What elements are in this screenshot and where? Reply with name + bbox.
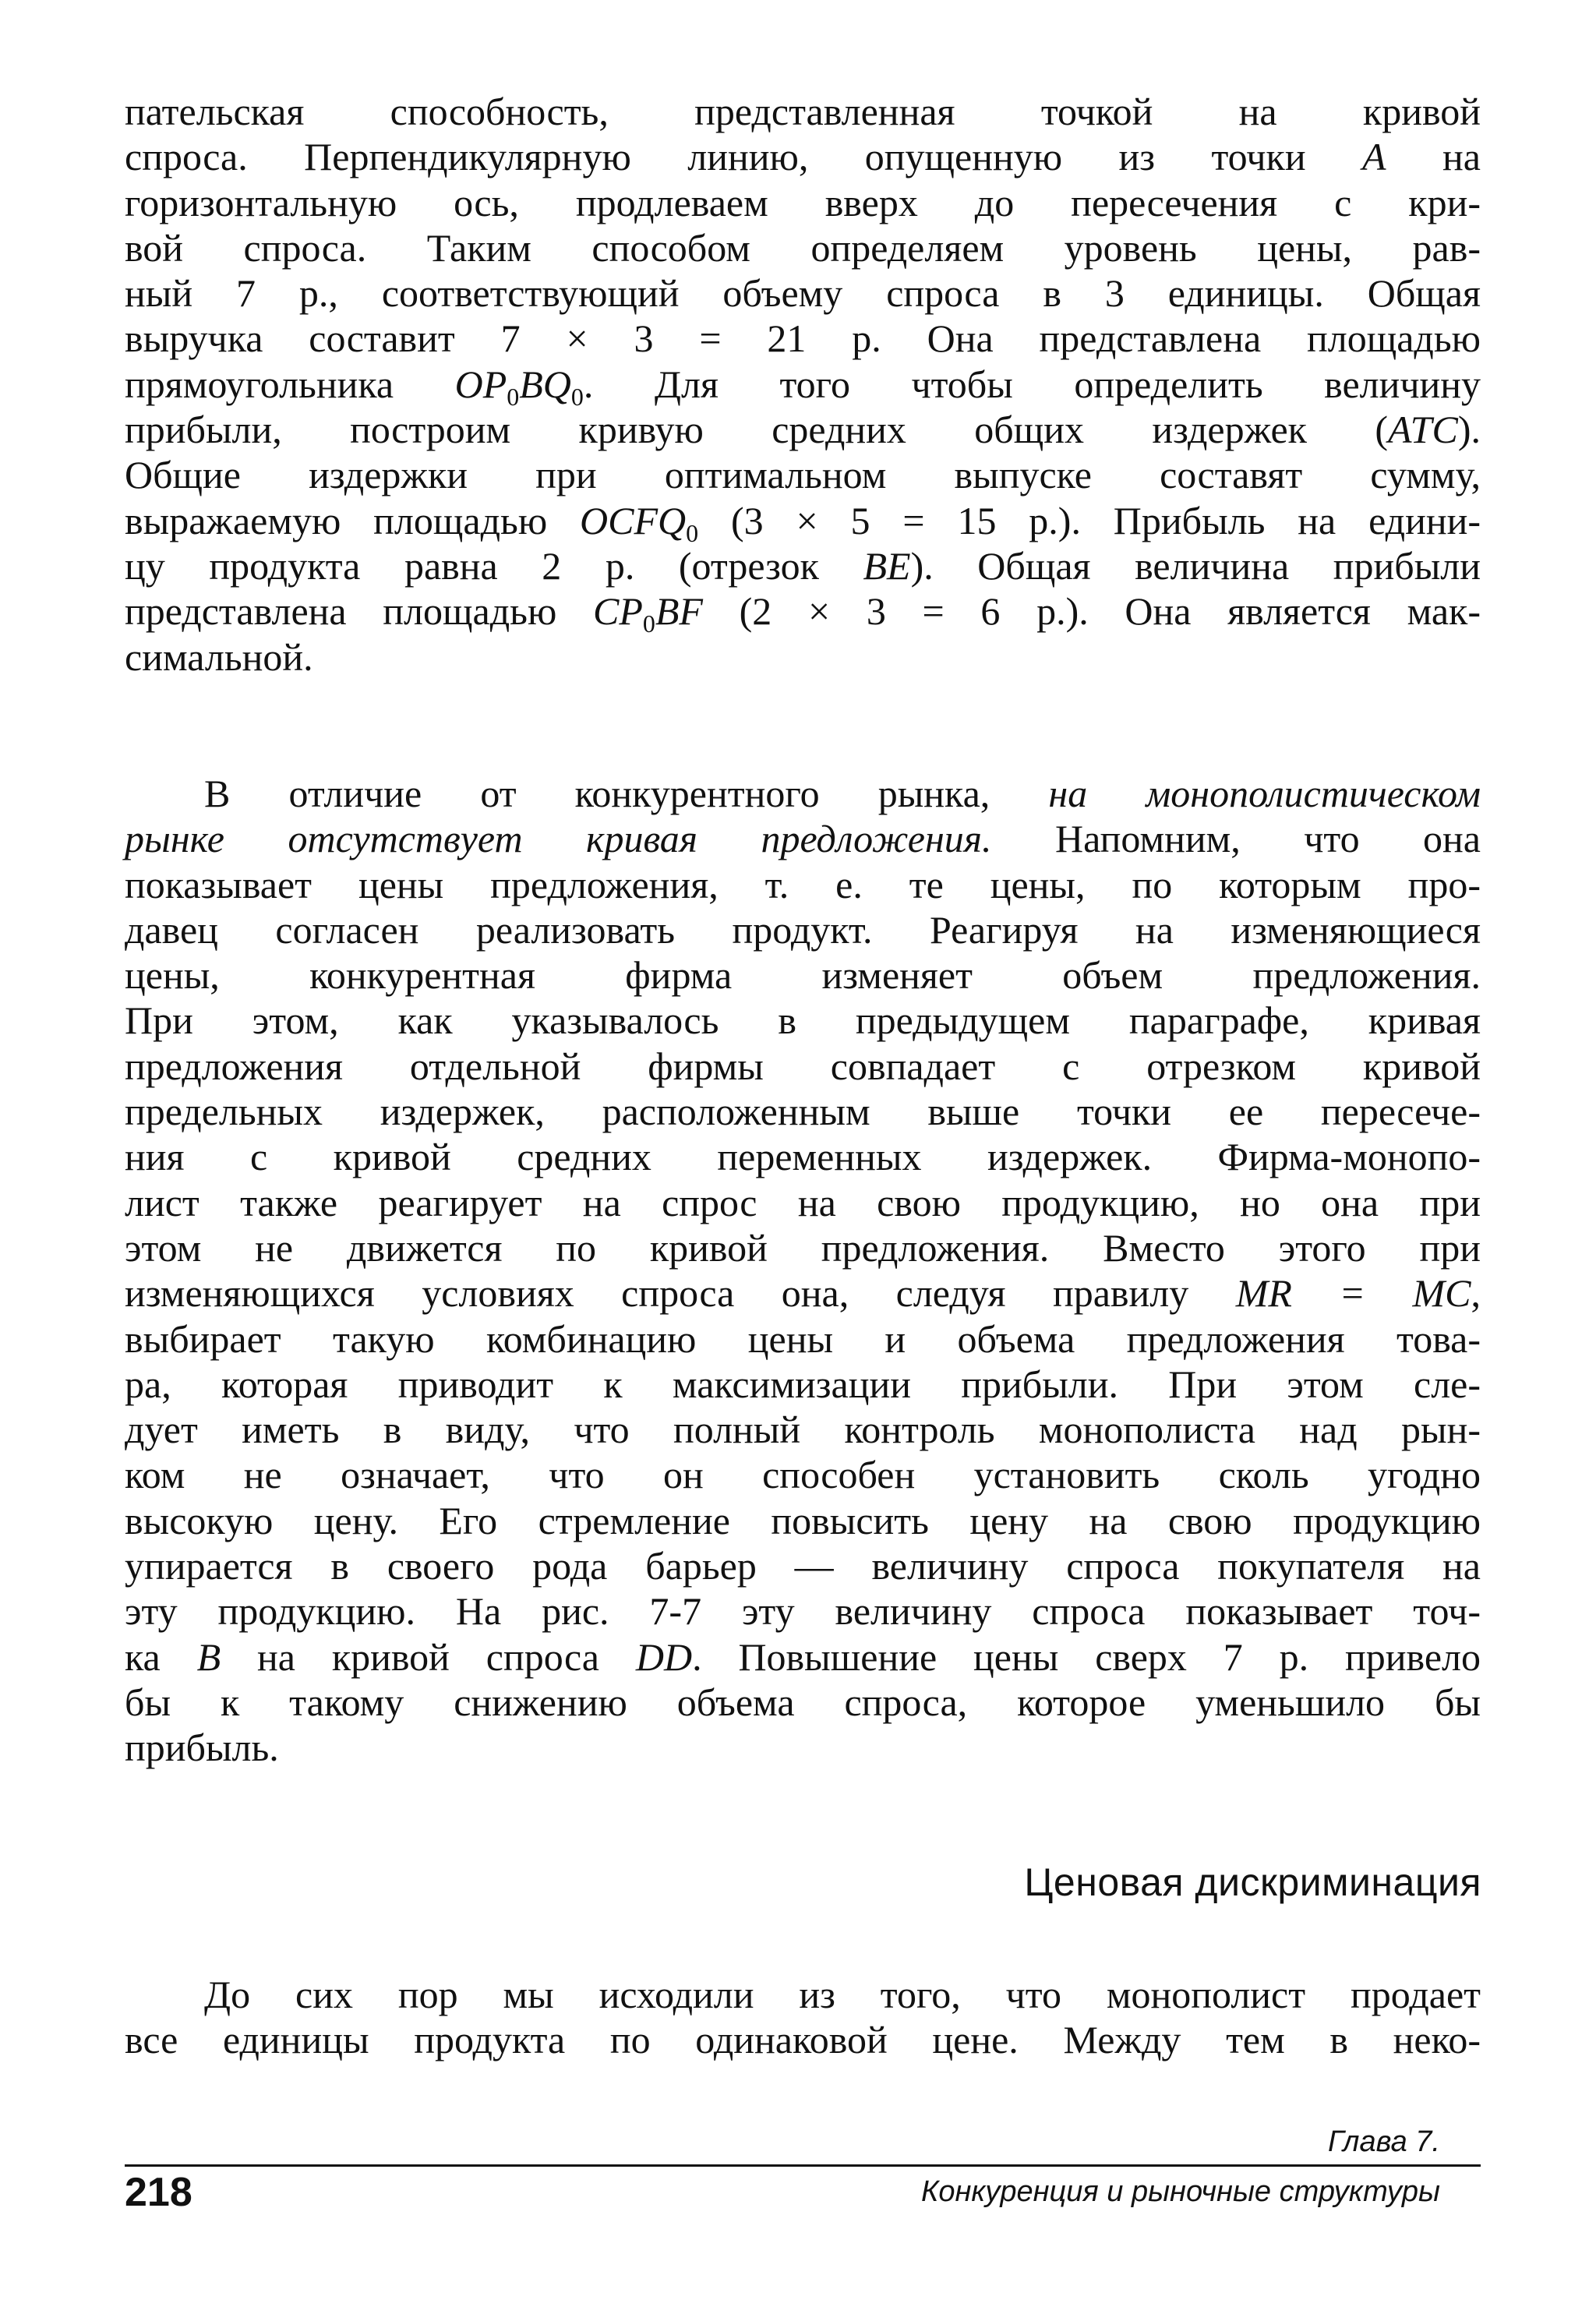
text-line: бы к такому снижению объема спроса, которое уменьшило бы [125, 1680, 1481, 1724]
point-b-label: B [196, 1634, 221, 1679]
text-line: прямоугольника $OP_0BQ_0$. Для того чтобы определить величину [125, 362, 1481, 411]
text-line: изменяющихся условиях спроса она, следуя правилу MR = MC, [125, 1271, 1481, 1316]
paragraph-1 [125, 89, 1481, 680]
subscript: 0 [642, 609, 655, 638]
page-number: 218 [125, 2170, 192, 2215]
math-rule: MR = MC [1235, 1271, 1471, 1316]
text-line: выручка составит 7 × 3 = 21 р. Она представлена площадью [125, 316, 1481, 361]
text-line: До сих пор мы исходили из того, что монополист продает [204, 1973, 1481, 2016]
text-line: все единицы продукта по одинаковой цене. Между тем в неко- [125, 2018, 1481, 2062]
math-bf: BF [655, 589, 703, 634]
text-line: лист также реагирует на спрос на свою продукцию, но она при [125, 1180, 1481, 1224]
text-line: предложения отдельной фирмы совпадает с отрезком кривой [125, 1044, 1481, 1088]
text-line: давец согласен реализовать продукт. Реагируя на изменяющиеся [125, 907, 1481, 952]
subscript: 0 [686, 518, 699, 547]
curve-dd-label: DD [635, 1634, 693, 1679]
text-line: цены, конкурентная фирма изменяет объем предложения. [125, 953, 1481, 998]
footer-rule [125, 2164, 1481, 2167]
text-line: представлена площадью $CP_0BF$ (2 × 3 = 6 р.). Она является мак- [125, 589, 1481, 638]
subscript: 0 [507, 382, 520, 411]
text-line: этом не движется по кривой предложения. Вместо этого при [125, 1225, 1481, 1270]
text-line: В отличие от конкурентного рынка, на монополистическом [204, 772, 1481, 815]
running-title: Конкуренция и рыночные структуры [920, 2175, 1440, 2208]
math-be: BE [863, 543, 911, 588]
page-footer [125, 2124, 1481, 2217]
text-line: эту продукцию. На рис. 7-7 эту величину спроса показывает точ- [125, 1589, 1481, 1634]
math-op: OP [454, 362, 507, 406]
math-cp: CP [592, 589, 643, 634]
math-bq: BQ [519, 362, 571, 406]
text-line: спроса. Перпендикулярную линию, опущенную из точки A на [125, 135, 1481, 179]
text-line: упирается в своего рода барьер — величину спроса покупателя на [125, 1544, 1481, 1588]
text-line: ком не означает, что он способен установить сколь угодно [125, 1453, 1481, 1497]
subscript: 0 [570, 382, 584, 411]
point-a-label: A [1362, 135, 1386, 179]
text-line: вой спроса. Таким способом определяем уровень цены, рав- [125, 225, 1481, 270]
text-line: ка B на кривой спроса DD. Повышение цены сверх 7 р. привело [125, 1634, 1481, 1679]
text-line: рынке отсутствует кривая предложения. Напомним, что она [125, 817, 1481, 861]
math-ocfq: OCFQ [580, 498, 687, 542]
text-line: предельных издержек, расположенным выше точки ее пересече- [125, 1090, 1481, 1134]
text-line: выражаемую площадью $OCFQ_0$ (3 × 5 = 15 р.). Прибыль на едини- [125, 498, 1481, 547]
section-heading: Ценовая дискриминация [1024, 1860, 1481, 1904]
text-line: дует иметь в виду, что полный контроль монополиста над рын- [125, 1408, 1481, 1452]
paragraph-3 [125, 1972, 1481, 2063]
text-line: пательская способность, представленная точкой на кривой [125, 90, 1481, 133]
math-atc: ATC [1388, 408, 1458, 452]
text-line: ния с кривой средних переменных издержек. Фирма-монопо- [125, 1135, 1481, 1179]
emphasis-text: рынке отсутствует кривая предложения. [125, 817, 992, 861]
text-line: прибыль. [125, 1726, 279, 1770]
text-line: показывает цены предложения, т. е. те цены, по которым про- [125, 862, 1481, 906]
text-line: горизонтальную ось, продлеваем вверх до пересечения с кри- [125, 180, 1481, 224]
text-line: выбирает такую комбинацию цены и объема предложения това- [125, 1316, 1481, 1361]
text-line: цу продукта равна 2 р. (отрезок BE). Общая величина прибыли [125, 543, 1481, 588]
text-line: При этом, как указывалось в предыдущем параграфе, кривая [125, 998, 1481, 1043]
text-line: ра, которая приводит к максимизации прибыли. При этом сле- [125, 1362, 1481, 1406]
text-line: симальной. [125, 634, 313, 679]
emphasis-text: на монополистическом [1048, 772, 1481, 815]
text-line: прибыли, построим кривую средних общих издержек (ATC). [125, 408, 1481, 452]
running-chapter: Глава 7. [1328, 2125, 1440, 2158]
text-line: высокую цену. Его стремление повысить цену на свою продукцию [125, 1498, 1481, 1542]
text-line: ный 7 р., соответствующий объему спроса в 3 единицы. Общая [125, 271, 1481, 316]
text-line: Общие издержки при оптимальном выпуске составят сумму, [125, 453, 1481, 497]
paragraph-2 [125, 771, 1481, 1771]
